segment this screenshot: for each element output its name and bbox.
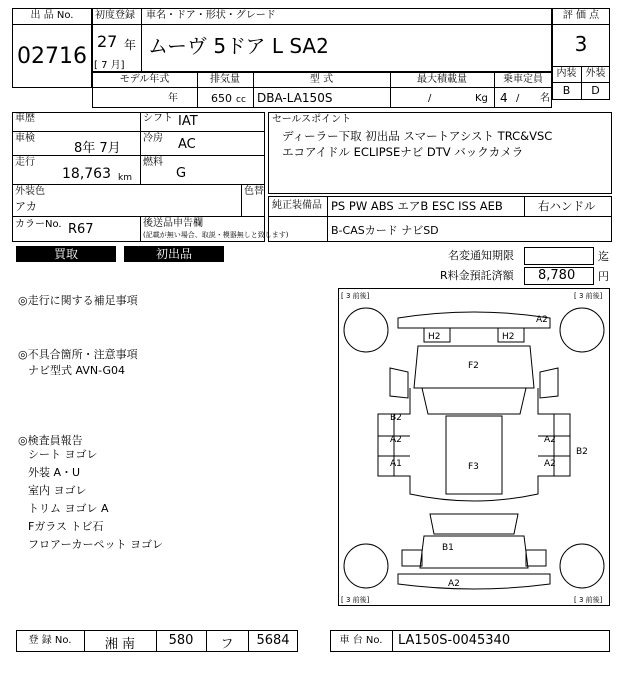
defects-line-1: ナビ型式 AVN-G04: [28, 364, 125, 377]
damage-mark: A2: [536, 315, 548, 325]
front-right-wheel: [560, 308, 604, 352]
rear-window: [430, 514, 518, 534]
defects-title: ◎不具合箇所・注意事項: [18, 348, 138, 361]
damage-mark: H2: [428, 332, 441, 342]
inspector-title: ◎検査員報告: [18, 434, 83, 447]
recycle-fee-label: R料金預託済額: [440, 269, 514, 282]
sales-point-line-2: エコアイドル ECLIPSEナビ DTV バックカメラ: [282, 145, 524, 159]
buy-badge: 買取: [16, 246, 116, 262]
inspection-value: 8年 7月: [74, 141, 121, 156]
rear-left-wheel: [344, 544, 388, 588]
rear-right-wheel: [560, 544, 604, 588]
displacement-label: 排気量: [210, 74, 240, 85]
damage-mark: A2: [544, 459, 556, 469]
type-label: 型 式: [309, 74, 334, 85]
damage-mark: F2: [468, 361, 479, 371]
interior-grade: B: [562, 84, 571, 97]
history-label: 車歴: [15, 113, 35, 124]
damage-mark: F3: [468, 462, 479, 472]
ac-label: 冷房: [143, 133, 163, 144]
corner-label-top-right: [ 3 前後]: [574, 292, 603, 300]
fuel-value: G: [176, 166, 187, 181]
roof: [446, 416, 502, 494]
inspection-label: 車検: [15, 133, 35, 144]
name-change-label: 名変通知期限: [448, 249, 514, 262]
exterior-grade: D: [591, 84, 600, 97]
plate-number: 5684: [256, 633, 290, 648]
plate-region: 湘 南: [104, 637, 136, 652]
capacity-separator: /: [516, 93, 520, 104]
inspector-line: シート ヨゴレ: [28, 448, 98, 461]
chassis-number-label: 車 台 No.: [339, 635, 383, 646]
registration-month: [ 7 月]: [94, 60, 125, 71]
lot-number: 02716: [17, 44, 87, 69]
damage-mark: A2: [544, 435, 556, 445]
color-change-label: 色替: [244, 186, 264, 197]
registration-number-label: 登 録 No.: [28, 635, 72, 646]
score-value: 3: [574, 32, 588, 56]
sales-point-line-1: ディーラー下取 初出品 スマートアシスト TRC&VSC: [282, 129, 553, 143]
capacity-unit: 名: [540, 93, 550, 104]
interior-label: 内装: [556, 68, 577, 79]
inspector-line: トリム ヨゴレ A: [28, 502, 109, 515]
steering-side: 右ハンドル: [538, 199, 596, 213]
ac-value: AC: [178, 137, 196, 152]
corner-label-top-left: [ 3 前後]: [341, 292, 370, 300]
max-load-value: /: [428, 93, 432, 104]
windshield: [422, 388, 526, 414]
exterior-label: 外装: [585, 68, 606, 79]
front-left-wheel: [344, 308, 388, 352]
damage-mark: A2: [390, 435, 402, 445]
score-label: 評 価 点: [562, 10, 600, 21]
recycle-fee-value: 8,780: [538, 268, 576, 283]
max-load-unit: Kg: [475, 93, 488, 104]
car-name-label: 車名・ドア・形状・グレード: [146, 10, 276, 21]
car-name: ムーヴ 5ドア L SA2: [148, 34, 329, 58]
damage-mark: A1: [390, 459, 402, 469]
damage-mark: B2: [576, 447, 588, 457]
fuel-label: 燃料: [143, 157, 163, 168]
inspector-line: 外装 A・U: [28, 466, 81, 479]
mileage-value: 18,763: [62, 166, 111, 182]
chassis-number: LA150S-0045340: [398, 633, 511, 648]
capacity-label: 乗車定員: [503, 74, 543, 85]
first-registration-label: 初度登録: [95, 10, 135, 21]
recycle-fee-unit: 円: [598, 270, 609, 283]
inspector-line: Fガラス トビ石: [28, 520, 104, 533]
exterior-color-value: アカ: [15, 200, 37, 213]
documents-label: 後送品申告欄: [143, 218, 203, 229]
displacement-value: 650: [211, 92, 232, 105]
model-year-label: モデル年式: [119, 74, 170, 85]
inspector-line: フロアーカーペット ヨゴレ: [28, 538, 163, 551]
equipment-label: 純正装備品: [272, 200, 322, 211]
shift-label: シフト: [143, 113, 173, 124]
name-change-unit: 迄: [598, 250, 609, 263]
inspector-line: 室内 ヨゴレ: [28, 484, 87, 497]
mileage-label: 走行: [15, 157, 35, 168]
corner-label-bottom-left: [ 3 前後]: [341, 596, 370, 604]
color-number-label: カラーNo.: [15, 219, 62, 230]
rear-bumper: [398, 574, 550, 589]
corner-label-bottom-right: [ 3 前後]: [574, 596, 603, 604]
registration-year: 27: [97, 32, 118, 51]
extras-value: B-CASカード ナビSD: [331, 224, 439, 237]
first-listing-badge: 初出品: [124, 246, 224, 262]
max-load-label: 最大積載量: [417, 74, 467, 85]
damage-mark: B2: [390, 413, 402, 423]
plate-class: 580: [168, 633, 194, 648]
damage-mark: H2: [502, 332, 515, 342]
front-bumper: [398, 312, 550, 328]
damage-mark: A2: [448, 579, 460, 589]
name-change-value-box: [524, 247, 594, 265]
plate-kana: フ: [220, 637, 234, 652]
exterior-color-label: 外装色: [15, 186, 45, 197]
registration-year-unit: 年: [124, 38, 137, 52]
displacement-unit: cc: [236, 95, 246, 105]
car-condition-diagram: [338, 288, 610, 606]
lot-number-label: 出 品 No.: [30, 10, 74, 21]
supplement-title: ◎走行に関する補足事項: [18, 294, 138, 307]
mileage-unit: km: [118, 173, 132, 183]
documents-note: (記載が無い場合、取説・模器無しと致します): [143, 231, 289, 239]
color-number-value: R67: [68, 222, 94, 237]
capacity-value: 4: [500, 91, 508, 105]
shift-value: IAT: [178, 114, 198, 129]
type-value: DBA-LA150S: [257, 91, 333, 105]
model-year-value: 年: [168, 93, 178, 104]
equipment-value: PS PW ABS エアB ESC ISS AEB: [331, 199, 503, 213]
sales-point-label: セールスポイント: [272, 114, 352, 125]
damage-mark: B1: [442, 543, 454, 553]
